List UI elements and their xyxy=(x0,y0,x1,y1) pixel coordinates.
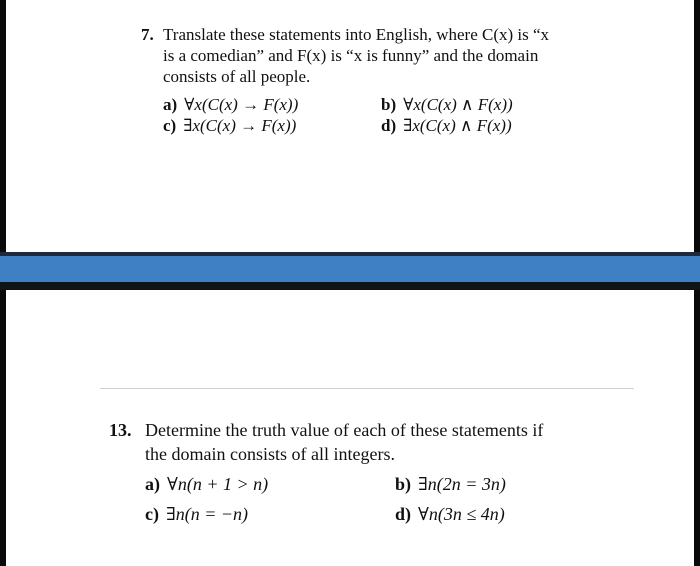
option-expression: ∃n(n = −n) xyxy=(165,504,249,524)
option-label: d) xyxy=(395,504,412,524)
problem-7-option-c xyxy=(163,115,296,136)
problem-7-line-1: Translate these statements into English, where C(x) is “x xyxy=(163,25,550,44)
option-label: c) xyxy=(145,504,159,524)
option-expression: ∀n(3n ≤ 4n) xyxy=(418,504,505,524)
option-expression: ∃n(2n = 3n) xyxy=(418,474,506,494)
problem-7-line-2: is a comedian” and F(x) is “x is funny” and the domain xyxy=(163,46,539,65)
problem-13-option-d xyxy=(395,502,505,526)
option-expression: ∀x(C(x) ∧ F(x)) xyxy=(403,95,513,114)
problem-7-option-d xyxy=(381,115,512,136)
problem-7-option-b xyxy=(381,94,513,115)
option-expression: ∀x(C(x) → F(x)) xyxy=(184,95,299,114)
problem-13-option-c xyxy=(145,502,248,526)
option-label: a) xyxy=(145,474,160,494)
problem-7-line-3: consists of all people. xyxy=(163,67,311,86)
problem-7-number: 7. xyxy=(141,25,154,44)
problem-13-line-1: Determine the truth value of each of these statements if xyxy=(145,420,544,440)
problem-13-number: 13. xyxy=(109,420,132,440)
option-expression: ∃x(C(x) → F(x)) xyxy=(183,116,297,135)
problem-13-line-2: the domain consists of all integers. xyxy=(145,444,395,464)
option-label: a) xyxy=(163,95,178,114)
problem-7-option-a xyxy=(163,94,298,115)
option-expression: ∃x(C(x) ∧ F(x)) xyxy=(403,116,512,135)
separator-dark-bottom xyxy=(0,282,700,290)
option-label: b) xyxy=(395,474,412,494)
option-expression: ∀n(n + 1 > n) xyxy=(167,474,269,494)
problem-13-option-a xyxy=(145,472,268,496)
option-label: c) xyxy=(163,116,177,135)
option-label: b) xyxy=(381,95,397,114)
separator-blue-band xyxy=(0,256,700,282)
option-label: d) xyxy=(381,116,397,135)
problem-13-option-b xyxy=(395,472,506,496)
horizontal-rule xyxy=(100,388,634,389)
